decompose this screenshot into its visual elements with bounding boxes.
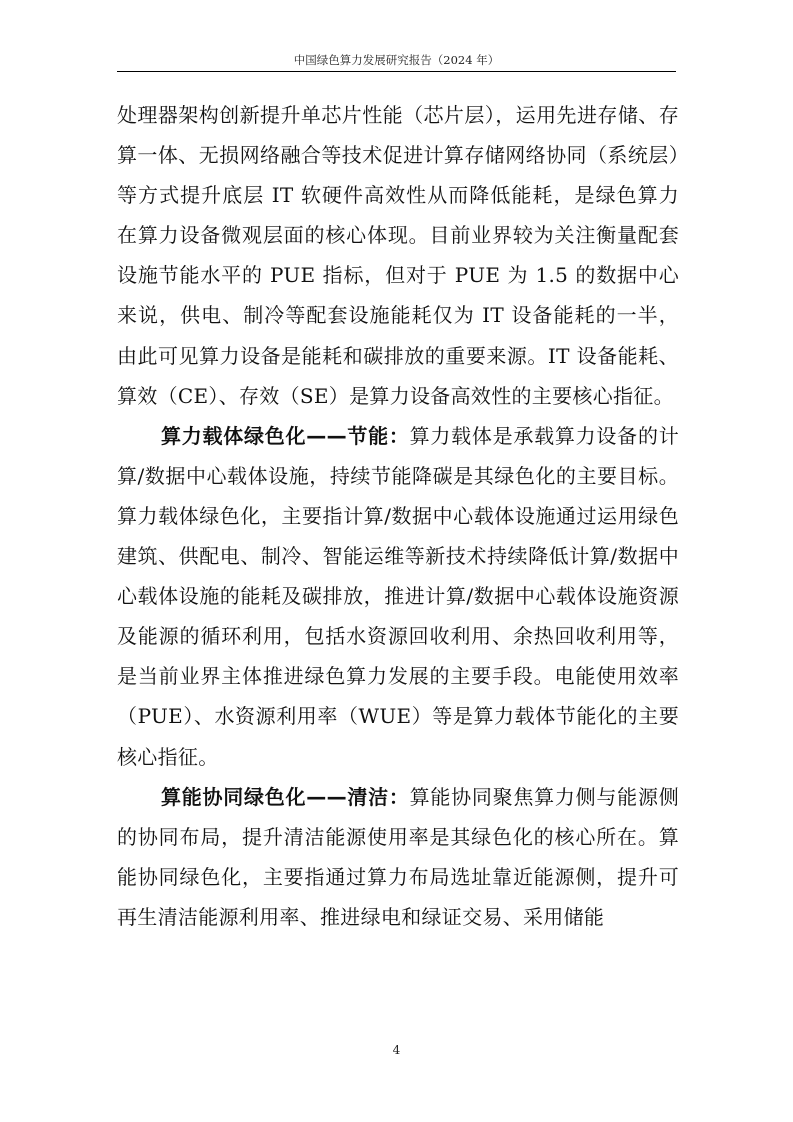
running-header: 中国绿色算力发展研究报告（2024 年） — [293, 53, 500, 67]
paragraph-text: 算能协同聚焦算力侧与能源侧的协同布局，提升清洁能源使用率是其绿色化的核心所在。算能协同绿色化，主要指通过算力布局选址靠近能源侧，提升可再生清洁能源利用率、推进绿电和绿证交易、采用储能 — [117, 784, 679, 929]
page-number: 4 — [392, 1043, 401, 1057]
paragraph-compute-energy-synergy — [117, 777, 679, 937]
paragraph-carrier-energy-saving — [117, 416, 679, 777]
paragraph-text: 算力载体是承载算力设备的计算/数据中心载体设施，持续节能降碳是其绿色化的主要目标。算力载体绿色化，主要指计算/数据中心载体设施通过运用绿色建筑、供配电、制冷、智能运维等新技术持续降低计算/数据中心载体设施的能耗及碳排放，推进计算/数据中心载体设施资源及能源的循环利用，包括水资源回收利用、余热回收利用等，是当前业界主体推进绿色算力发展的主要手段。电能使用效率（PUE）、水资源利用率（WUE）等是算力载体节能化的主要核心指征。 — [117, 423, 679, 769]
paragraph-compute-devices — [117, 95, 679, 416]
paragraph-lead-heading: 算能协同绿色化——清洁： — [161, 784, 410, 809]
paragraph-lead-heading: 算力载体绿色化——节能： — [161, 423, 410, 448]
paragraph-text: 处理器架构创新提升单芯片性能（芯片层），运用先进存储、存算一体、无损网络融合等技术促进计算存储网络协同（系统层）等方式提升底层 IT 软硬件高效性从而降低能耗，是绿色算力在算力设备微观层面的核心体现。目前业界较为关注衡量配套设施节能水平的 PUE 指标，但对于 PUE 为 1.5 的数据中心来说，供电、制冷等配套设施能耗仅为 IT 设备能耗的一半，由此可见算力设备是能耗和碳排放的重要来源。IT 设备能耗、算效（CE）、存效（SE）是算力设备高效性的主要核心指征。 — [117, 103, 679, 408]
header-divider — [117, 71, 676, 72]
report-body — [117, 95, 679, 937]
